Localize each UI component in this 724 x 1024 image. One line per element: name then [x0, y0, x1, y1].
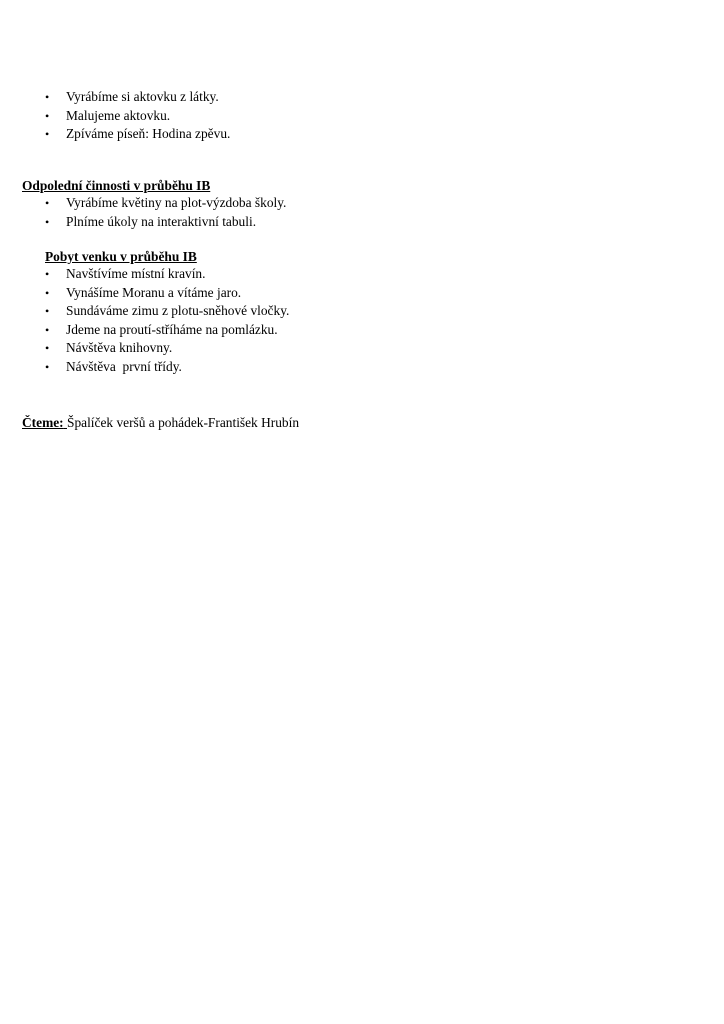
activity-list-top [45, 88, 230, 144]
bullet-icon: • [45, 322, 50, 337]
list-item [45, 265, 289, 284]
outdoor-activities-heading: Pobyt venku v průběhu IB [45, 249, 197, 264]
bullet-icon: • [45, 214, 50, 229]
list-item [45, 88, 230, 107]
list-item [45, 321, 289, 340]
bullet-icon: • [45, 285, 50, 300]
list-item-text: Návštěva první třídy. [66, 358, 182, 374]
reading-title: Špalíček veršů a pohádek-František Hrubín [67, 415, 300, 430]
afternoon-activities-list [45, 194, 286, 231]
bullet-icon: • [45, 341, 50, 356]
list-item [45, 358, 289, 377]
bullet-icon: • [45, 267, 50, 281]
list-item-text: Plníme úkoly na interaktivní tabuli. [66, 213, 257, 229]
list-item [45, 284, 289, 303]
bullet-icon: • [45, 90, 50, 104]
list-item [45, 339, 289, 358]
reading-label: Čteme: [22, 415, 64, 430]
afternoon-activities-heading: Odpolední činnosti v průběhu IB [22, 178, 211, 193]
list-item [45, 107, 230, 126]
list-item [45, 194, 286, 213]
list-item [45, 125, 230, 144]
list-item-text: Sundáváme zimu z plotu-sněhové vločky. [66, 303, 290, 319]
list-item-text: Návštěva knihovny. [66, 340, 173, 356]
list-item [45, 302, 289, 321]
list-item-text: Vyrábíme si aktovku z látky. [66, 89, 219, 104]
reading-line [22, 414, 299, 432]
list-item [45, 213, 286, 232]
list-item-text: Zpíváme píseň: Hodina zpěvu. [66, 126, 231, 142]
list-item-text: Malujeme aktovku. [66, 107, 171, 123]
bullet-icon: • [45, 196, 50, 210]
bullet-icon: • [45, 304, 50, 319]
list-item-text: Navštívíme místní kravín. [66, 266, 206, 281]
list-item-text: Vyrábíme květiny na plot-výzdoba školy. [66, 195, 287, 210]
bullet-icon: • [45, 108, 50, 123]
list-item-text: Vynášíme Moranu a vítáme jaro. [66, 284, 242, 300]
outdoor-activities-list [45, 265, 289, 377]
bullet-icon: • [45, 359, 50, 374]
list-item-text: Jdeme na proutí-stříháme na pomlázku. [66, 321, 278, 337]
bullet-icon: • [45, 127, 50, 142]
